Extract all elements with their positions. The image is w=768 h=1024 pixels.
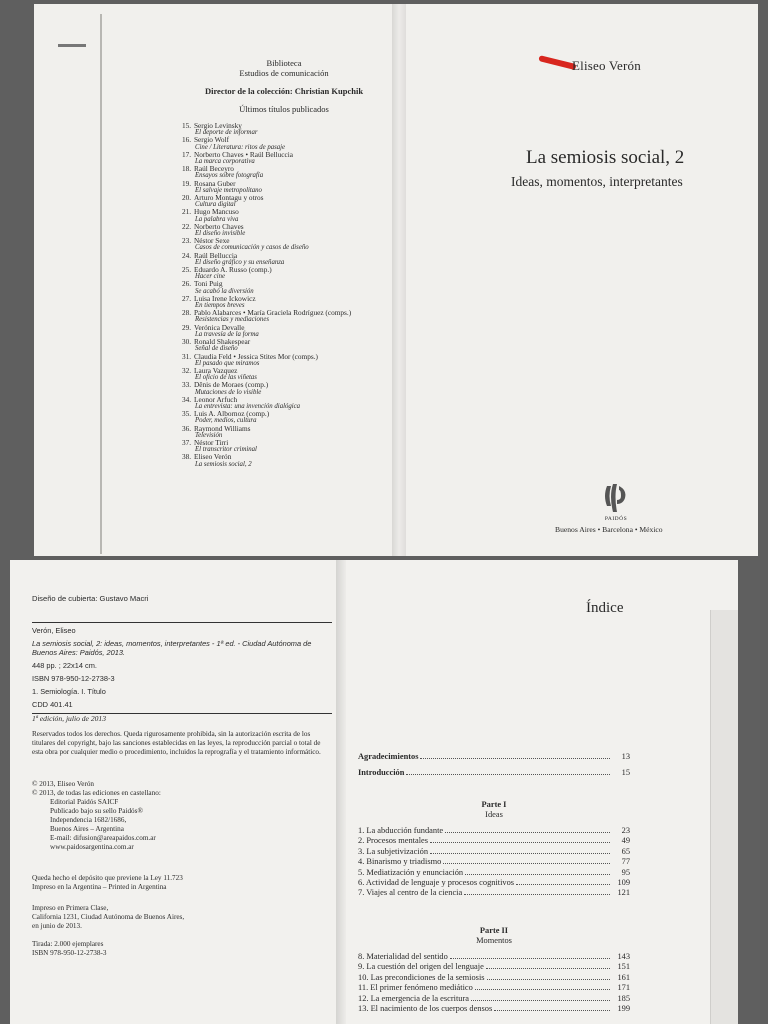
series-entry xyxy=(182,324,382,338)
toc-title: 9. La cuestión del origen del lenguaje xyxy=(358,962,484,972)
series-entry-author xyxy=(182,410,382,417)
series-title: La travesía de la forma xyxy=(195,330,259,338)
toc-leader xyxy=(471,1000,610,1001)
page-fold xyxy=(710,610,738,1024)
series-entry-author xyxy=(182,439,382,446)
series-title: El deporte de informar xyxy=(195,129,258,137)
series-entry-author xyxy=(182,122,382,129)
series-entry xyxy=(182,309,382,323)
series-author: Pablo Alabarces • María Graciela Rodríguez (comps.) xyxy=(194,308,352,318)
series-entry xyxy=(182,396,382,410)
series-title: Hacer cine xyxy=(195,273,226,281)
copyright-line: © 2013, Eliseo Verón xyxy=(32,780,95,788)
toc-row xyxy=(358,1004,630,1014)
series-title: El transcritor criminal xyxy=(195,446,257,454)
series-author: Raúl Beceyro xyxy=(194,164,234,174)
toc-page: 23 xyxy=(621,826,630,835)
series-title: Cine / Literatura: ritos de pasaje xyxy=(195,143,286,151)
series-title: Resistencias y mediaciones xyxy=(195,316,269,324)
toc-row xyxy=(358,952,630,962)
series-title: La semiosis social, 2 xyxy=(195,460,252,468)
legal-line: Queda hecho el depósito que previene la Ley 11.723 xyxy=(32,874,183,882)
toc-page: 161 xyxy=(617,972,630,982)
series-number: 18. xyxy=(182,164,192,174)
series-author: Dênis de Moraes (comp.) xyxy=(194,380,269,390)
series-author: Claudia Feld • Jessica Stites Mor (comps.) xyxy=(194,351,318,361)
series-author: Norberto Chaves xyxy=(194,221,244,231)
catalog-entry: Verón, Eliseo xyxy=(32,626,76,635)
series-author: Rosana Guber xyxy=(194,178,236,188)
catalog-subjects: 1. Semiología. I. Título xyxy=(32,687,106,696)
series-entry-author xyxy=(182,425,382,432)
toc-row xyxy=(358,878,630,888)
series-author: Eliseo Verón xyxy=(194,452,232,462)
series-entry-author xyxy=(182,309,382,316)
toc-title: 5. Mediatización y enunciación xyxy=(358,867,464,877)
series-entry-author xyxy=(182,396,382,403)
series-entry xyxy=(182,165,382,179)
series-author: Luis A. Albornoz (comp.) xyxy=(194,409,270,419)
top-spread xyxy=(34,4,758,556)
series-number: 31. xyxy=(182,351,192,361)
toc-page: 199 xyxy=(617,1003,630,1013)
legal-line: Impreso en la Argentina – Printed in Argentina xyxy=(32,883,167,891)
series-author: Norberto Chaves • Raúl Belluccia xyxy=(194,149,294,159)
series-author: Luisa Irene Ickowicz xyxy=(194,293,256,303)
part-1-heading xyxy=(358,800,630,820)
toc-title: Agradecimientos xyxy=(358,752,419,761)
toc-row xyxy=(358,857,630,867)
series-author: Hugo Mancuso xyxy=(194,207,239,217)
series-number: 20. xyxy=(182,193,192,203)
printing-line: Impreso en Primera Clase, xyxy=(32,904,109,912)
part-name: Ideas xyxy=(485,810,503,819)
toc-leader xyxy=(420,758,610,759)
toc-leader xyxy=(487,979,610,980)
series-title: La entrevista: una invención dialógica xyxy=(195,402,301,410)
toc-title: 6. Actividad de lenguaje y procesos cognitivos xyxy=(358,877,515,887)
toc-title: 13. El nacimiento de los cuerpos densos xyxy=(358,1003,493,1013)
book-title: La semiosis social, 2 xyxy=(526,147,685,168)
publisher-name: PAIDÓS xyxy=(604,516,628,522)
toc-leader xyxy=(430,842,610,843)
series-entry xyxy=(182,439,382,453)
series-director: Director de la colección: Christian Kupchik xyxy=(204,86,364,96)
series-entry-author xyxy=(182,367,382,374)
series-entry-author xyxy=(182,151,382,158)
part-label: Parte I xyxy=(481,800,507,809)
copyright-line: Independencia 1682/1686, xyxy=(50,816,127,824)
series-author: Sergio Levinsky xyxy=(194,121,242,130)
series-entry-author xyxy=(182,381,382,388)
series-title: El pasado que miramos xyxy=(195,359,260,367)
toc-page: 15 xyxy=(621,768,630,778)
series-entry xyxy=(182,410,382,424)
rights-notice: Reservados todos los derechos. Queda rigurosamente prohibida, sin la autorización escrita de los titulares del copyright, bajo las sanciones establecidas en las leyes, la reproducción parcial o total de esta obra por cualquier medio o procedimiento, incluidos la reprografía y el tratamiento informático. xyxy=(32,730,321,756)
series-entry xyxy=(182,151,382,165)
series-author: Raúl Belluccia xyxy=(194,250,238,260)
publisher-cities: Buenos Aires • Barcelona • México xyxy=(555,525,663,534)
toc-page: 49 xyxy=(621,836,630,846)
series-number: 30. xyxy=(182,337,192,347)
printing-info xyxy=(32,904,332,931)
series-author: Laura Vazquez xyxy=(194,365,238,375)
series-number: 17. xyxy=(182,149,192,159)
series-number: 27. xyxy=(182,293,192,303)
series-entry-author xyxy=(182,295,382,302)
toc-part-2 xyxy=(358,952,630,1014)
series-author: Sergio Wolf xyxy=(194,135,230,145)
toc-leader xyxy=(450,958,610,959)
catalog-isbn: ISBN 978-950-12-2738-3 xyxy=(32,674,115,683)
series-author: Ronald Shakespear xyxy=(194,337,251,347)
print-run-line: Tirada: 2.000 ejemplares xyxy=(32,940,104,948)
copyright-line: © 2013, de todas las ediciones en castellano: xyxy=(32,789,161,797)
toc-leader xyxy=(494,1010,610,1011)
gutter-shadow xyxy=(392,4,406,556)
toc-row xyxy=(358,836,630,846)
print-run xyxy=(32,940,332,958)
series-entry-author xyxy=(182,194,382,201)
series-number: 32. xyxy=(182,365,192,375)
series-title: La palabra viva xyxy=(195,215,239,223)
series-title: El diseño gráfico y su enseñanza xyxy=(195,258,285,266)
printing-line: California 1231, Ciudad Autónoma de Buenos Aires, xyxy=(32,913,185,921)
toc-page: 95 xyxy=(621,867,630,877)
series-entry xyxy=(182,252,382,266)
series-number: 34. xyxy=(182,394,192,404)
series-list xyxy=(182,122,382,468)
series-entry-author xyxy=(182,252,382,259)
gutter-shadow xyxy=(336,560,346,1024)
series-number: 19. xyxy=(182,178,192,188)
catalog-description: La semiosis social, 2: ideas, momentos, interpretantes - 1ª ed. - Ciudad Autónoma de Buenos Aires: Paidós, 2013. xyxy=(32,639,312,657)
series-entry-author xyxy=(182,353,382,360)
series-number: 35. xyxy=(182,409,192,419)
part-2-heading xyxy=(358,926,630,946)
toc-leader xyxy=(465,874,610,875)
toc-part-1 xyxy=(358,826,630,899)
series-entry xyxy=(182,194,382,208)
toc-title: Introducción xyxy=(358,768,405,778)
series-author: Néstor Tirri xyxy=(194,437,229,447)
part-name: Momentos xyxy=(476,936,512,945)
series-number: 38. xyxy=(182,452,192,462)
catalog-physical: 448 pp. ; 22x14 cm. xyxy=(32,661,97,670)
copyright-line: Editorial Paidós SAICF xyxy=(50,798,119,806)
series-number: 29. xyxy=(182,322,192,332)
cover-design-credit: Diseño de cubierta: Gustavo Macri xyxy=(32,594,149,603)
series-entry-author xyxy=(182,338,382,345)
series-entry xyxy=(182,122,382,136)
series-title: En tiempos breves xyxy=(195,302,245,310)
series-author: Raymond Williams xyxy=(194,423,251,433)
toc-row xyxy=(358,994,630,1004)
toc-leader xyxy=(443,863,610,864)
catalog-record xyxy=(32,622,332,714)
toc-page: 151 xyxy=(617,962,630,972)
series-title: Poder, medios, cultura xyxy=(195,417,257,425)
toc-page: 185 xyxy=(617,993,630,1003)
toc-page: 171 xyxy=(617,983,630,993)
series-entry-author xyxy=(182,180,382,187)
series-entry-author xyxy=(182,266,382,273)
toc-page: 121 xyxy=(617,888,630,898)
toc-leader xyxy=(445,832,610,833)
series-number: 23. xyxy=(182,236,192,246)
pen-mark xyxy=(58,44,86,47)
toc-row xyxy=(358,868,630,878)
series-latest: Últimos títulos publicados xyxy=(239,104,329,114)
edition-note: 1ª edición, julio de 2013 xyxy=(32,714,107,723)
series-number: 37. xyxy=(182,437,192,447)
series-author: Leonor Arfuch xyxy=(194,394,238,404)
series-title: El diseño invisible xyxy=(195,230,246,238)
series-entry xyxy=(182,180,382,194)
book-author: Eliseo Verón xyxy=(572,58,641,73)
series-entry xyxy=(182,353,382,367)
series-entry-author xyxy=(182,237,382,244)
series-entry-author xyxy=(182,165,382,172)
toc-front xyxy=(358,752,630,779)
red-pen-mark xyxy=(538,55,576,70)
series-entry-author xyxy=(182,324,382,331)
series-library: Biblioteca xyxy=(266,58,302,68)
toc-page: 13 xyxy=(621,752,630,761)
copyright-website: www.paidosargentina.com.ar xyxy=(50,843,134,851)
series-entry xyxy=(182,136,382,150)
series-entry xyxy=(182,381,382,395)
toc-page: 109 xyxy=(617,877,630,887)
binding-edge xyxy=(100,14,102,554)
toc-page: 77 xyxy=(621,857,630,867)
series-entry xyxy=(182,425,382,439)
series-number: 26. xyxy=(182,279,192,289)
series-title: La marca corporativa xyxy=(195,158,255,166)
series-number: 16. xyxy=(182,135,192,145)
toc-row xyxy=(358,962,630,972)
series-entry-author xyxy=(182,453,382,460)
series-number: 21. xyxy=(182,207,192,217)
toc-title: 1. La abducción fundante xyxy=(358,826,444,835)
bottom-spread xyxy=(10,560,738,1024)
toc-title: 8. Materialidad del sentido xyxy=(358,952,448,961)
series-author: Arturo Montagu y otros xyxy=(194,193,264,203)
series-number: 36. xyxy=(182,423,192,433)
series-number: 15. xyxy=(182,121,192,130)
series-number: 33. xyxy=(182,380,192,390)
legal-deposit xyxy=(32,874,332,892)
part-label: Parte II xyxy=(479,926,509,935)
toc-row xyxy=(358,768,630,778)
paidos-logo-icon xyxy=(599,482,633,516)
toc-row xyxy=(358,826,630,836)
series-entry xyxy=(182,338,382,352)
toc-leader xyxy=(464,894,610,895)
series-number: 24. xyxy=(182,250,192,260)
toc-row xyxy=(358,973,630,983)
series-entry xyxy=(182,280,382,294)
series-author: Verónica Devalle xyxy=(194,322,245,332)
toc-leader xyxy=(516,884,610,885)
toc-row xyxy=(358,847,630,857)
series-author: Eduardo A. Russo (comp.) xyxy=(194,265,272,275)
series-entry xyxy=(182,266,382,280)
toc-leader xyxy=(486,968,610,969)
toc-leader xyxy=(430,853,610,854)
toc-leader xyxy=(475,989,610,990)
series-collection: Estudios de comunicación xyxy=(239,68,329,78)
series-entry-author xyxy=(182,280,382,287)
series-title: Mutaciones de lo visible xyxy=(195,388,262,396)
series-entry xyxy=(182,237,382,251)
series-number: 25. xyxy=(182,265,192,275)
series-title: Ensayos sobre fotografía xyxy=(195,172,264,180)
series-entry-author xyxy=(182,136,382,143)
printing-line: en junio de 2013. xyxy=(32,922,82,930)
toc-title: 7. Viajes al centro de la ciencia xyxy=(358,888,463,898)
series-number: 22. xyxy=(182,221,192,231)
toc-leader xyxy=(406,774,610,775)
toc-row xyxy=(358,983,630,993)
toc-row xyxy=(358,752,630,762)
toc-title: 12. La emergencia de la escritura xyxy=(358,993,469,1003)
toc-title: 10. Las precondiciones de la semiosis xyxy=(358,972,485,982)
book-subtitle: Ideas, momentos, interpretantes xyxy=(511,174,683,189)
series-title: Cultura digital xyxy=(195,201,236,209)
series-entry xyxy=(182,223,382,237)
series-title: Casos de comunicación y casos de diseño xyxy=(195,244,309,252)
copyright-line: Publicado bajo su sello Paidós® xyxy=(50,807,143,815)
toc-title: 4. Binarismo y triadismo xyxy=(358,857,442,867)
index-title: Índice xyxy=(586,600,624,616)
print-run-isbn: ISBN 978-950-12-2738-3 xyxy=(32,949,107,957)
series-author: Néstor Sexe xyxy=(194,236,230,246)
series-title: Televisión xyxy=(195,431,223,439)
series-entry xyxy=(182,453,382,467)
catalog-cdd: CDD 401.41 xyxy=(32,700,73,709)
copyright-block xyxy=(32,780,332,852)
toc-row xyxy=(358,888,630,898)
series-entry xyxy=(182,295,382,309)
toc-title: 11. El primer fenómeno mediático xyxy=(358,983,473,993)
series-entry xyxy=(182,208,382,222)
series-entry xyxy=(182,367,382,381)
series-title: Se acabó la diversión xyxy=(195,287,254,295)
series-entry-author xyxy=(182,223,382,230)
toc-page: 143 xyxy=(617,952,630,961)
toc-title: 2. Procesos mentales xyxy=(358,836,429,846)
series-title: Señal de diseño xyxy=(195,345,238,353)
series-title: El oficio de las viñetas xyxy=(195,374,257,382)
toc-title: 3. La subjetivización xyxy=(358,846,429,856)
series-author: Toni Puig xyxy=(194,279,223,289)
toc-page: 65 xyxy=(621,846,630,856)
series-number: 28. xyxy=(182,308,192,318)
series-entry-author xyxy=(182,208,382,215)
copyright-email: E-mail: difusion@areapaidos.com.ar xyxy=(50,834,156,842)
copyright-line: Buenos Aires – Argentina xyxy=(50,825,124,833)
series-title: El salvaje metropolitano xyxy=(195,186,262,194)
